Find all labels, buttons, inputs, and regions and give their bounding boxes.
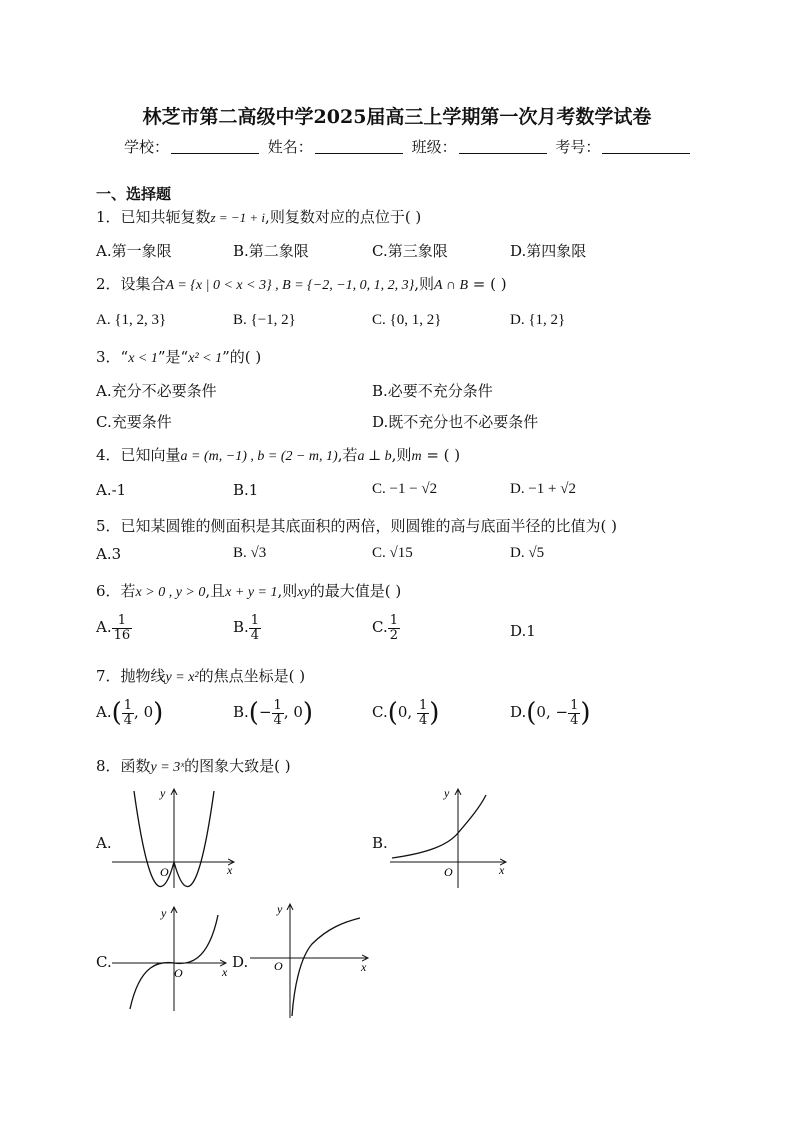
name-label: 姓名： — [267, 138, 313, 156]
q1-option-b[interactable]: B.第二象限 — [233, 242, 309, 260]
q6-option-c[interactable]: C. $\frac{1}{2}$ — [372, 613, 398, 643]
q8-graph-c[interactable] — [110, 903, 235, 1013]
q7-option-d[interactable]: D.(0, − $\frac{1}{4}$ ) — [510, 697, 591, 728]
number-label: 考号： — [555, 138, 601, 156]
q4-option-c[interactable]: C. −1 − √2 — [372, 481, 438, 497]
q3-option-d[interactable]: D.既不充分也不必要条件 — [372, 413, 539, 431]
fraction: $\frac{1}{4}$ — [273, 697, 282, 728]
q1-option-a[interactable]: A.第一象限 — [96, 242, 172, 260]
q4-option-b[interactable]: B.1 — [233, 481, 259, 499]
q2-option-a[interactable]: A. {1, 2, 3} — [96, 312, 167, 328]
q7-option-b[interactable]: B.(− $\frac{1}{4}$ , 0) — [233, 697, 314, 728]
fraction: $\frac{1}{4}$ — [418, 697, 428, 728]
q8-graph-a[interactable] — [110, 785, 240, 890]
q5-option-a[interactable]: A.3 — [96, 545, 122, 563]
q8-option-b-label[interactable]: B. — [372, 834, 388, 852]
q8-option-c-label[interactable]: C. — [96, 953, 112, 971]
svg-text:y: y — [161, 906, 167, 920]
question-2-stem: 2．设集合A = {x | 0 < x < 3} , B = {−2, −1, 0, 1, 2, 3},则A ∩ B = ( ) — [96, 275, 507, 293]
curve — [292, 918, 360, 1016]
q2-option-c[interactable]: C. {0, 1, 2} — [372, 312, 442, 328]
q5-option-b[interactable]: B. √3 — [233, 545, 267, 561]
q6-option-b[interactable]: B. $\frac{1}{4}$ — [233, 613, 260, 643]
origin-label: O — [160, 865, 169, 879]
q2-math: A = {x | 0 < x < 3} , B = {−2, −1, 0, 1, 2, 3} — [165, 278, 415, 293]
q6-option-a[interactable]: A. $\frac{1}{16}$ — [96, 613, 131, 643]
q5-option-d[interactable]: D. √5 — [510, 545, 545, 561]
q4-option-d[interactable]: D. −1 + √2 — [510, 481, 576, 497]
question-3-stem: 3．“x < 1”是“x² < 1”的( ) — [96, 348, 262, 366]
svg-text:O: O — [274, 959, 283, 973]
fraction: $\frac{1}{16}$ — [113, 613, 131, 643]
x-axis-label: x — [227, 863, 233, 877]
svg-text:y: y — [444, 786, 450, 800]
q6-option-d[interactable]: D.1 — [510, 622, 536, 640]
q8-graph-d[interactable] — [248, 898, 373, 1020]
q3-option-c[interactable]: C.充要条件 — [96, 413, 172, 431]
q1-math: z = −1 + i — [210, 210, 266, 225]
q4-option-a[interactable]: A.-1 — [96, 481, 127, 499]
question-6-stem: 6．若x > 0 , y > 0,且x + y = 1,则xy的最大值是( ) — [96, 582, 402, 600]
curve — [392, 795, 486, 858]
section-heading: 一、选择题 — [96, 185, 172, 203]
q3-option-b[interactable]: B.必要不充分条件 — [372, 382, 493, 400]
question-4-stem: 4．已知向量a = (m, −1) , b = (2 − m, 1),若a ⊥ b,则m = ( ) — [96, 446, 461, 464]
school-blank[interactable] — [171, 139, 259, 154]
student-info-line — [124, 136, 694, 157]
svg-text:x: x — [222, 965, 228, 979]
question-5-stem: 5．已知某圆锥的侧面积是其底面积的两倍，则圆锥的高与底面半径的比值为( ) — [96, 517, 618, 535]
svg-text:O: O — [174, 966, 183, 980]
q8-option-a-label[interactable]: A. — [96, 834, 112, 852]
svg-text:x: x — [499, 863, 505, 877]
class-blank[interactable] — [459, 139, 547, 154]
q2-option-d[interactable]: D. {1, 2} — [510, 312, 566, 328]
school-label: 学校： — [124, 138, 170, 156]
q7-option-c[interactable]: C.(0, $\frac{1}{4}$ ) — [372, 697, 440, 728]
q3-option-a[interactable]: A.充分不必要条件 — [96, 382, 217, 400]
number-blank[interactable] — [602, 139, 690, 154]
q5-option-c[interactable]: C. √15 — [372, 545, 413, 561]
q1-option-c[interactable]: C.第三象限 — [372, 242, 448, 260]
q1-option-d[interactable]: D.第四象限 — [510, 242, 587, 260]
exam-title: 林芝市第二高级中学2025届高三上学期第一次月考数学试卷 — [142, 106, 652, 128]
name-blank[interactable] — [315, 139, 403, 154]
svg-text:y: y — [277, 902, 283, 916]
svg-text:O: O — [444, 865, 453, 879]
fraction: $\frac{1}{2}$ — [389, 613, 398, 643]
class-label: 班级： — [411, 138, 457, 156]
question-8-stem: 8．函数y = 3ˣ的图象大致是( ) — [96, 757, 291, 775]
svg-text:x: x — [361, 960, 367, 974]
q8-option-d-label[interactable]: D. — [232, 953, 249, 971]
q7-option-a[interactable]: A.( $\frac{1}{4}$ , 0) — [96, 697, 164, 728]
fraction: $\frac{1}{4}$ — [250, 613, 260, 643]
fraction: $\frac{1}{4}$ — [123, 697, 133, 728]
fraction: $\frac{1}{4}$ — [570, 697, 579, 728]
q8-graph-b[interactable] — [388, 785, 513, 890]
y-axis-label: y — [160, 786, 166, 800]
question-7-stem: 7．抛物线y = x²的焦点坐标是( ) — [96, 667, 306, 685]
q2-option-b[interactable]: B. {−1, 2} — [233, 312, 296, 328]
question-1-stem: 1．已知共轭复数z = −1 + i,则复数对应的点位于( ) — [96, 208, 422, 226]
